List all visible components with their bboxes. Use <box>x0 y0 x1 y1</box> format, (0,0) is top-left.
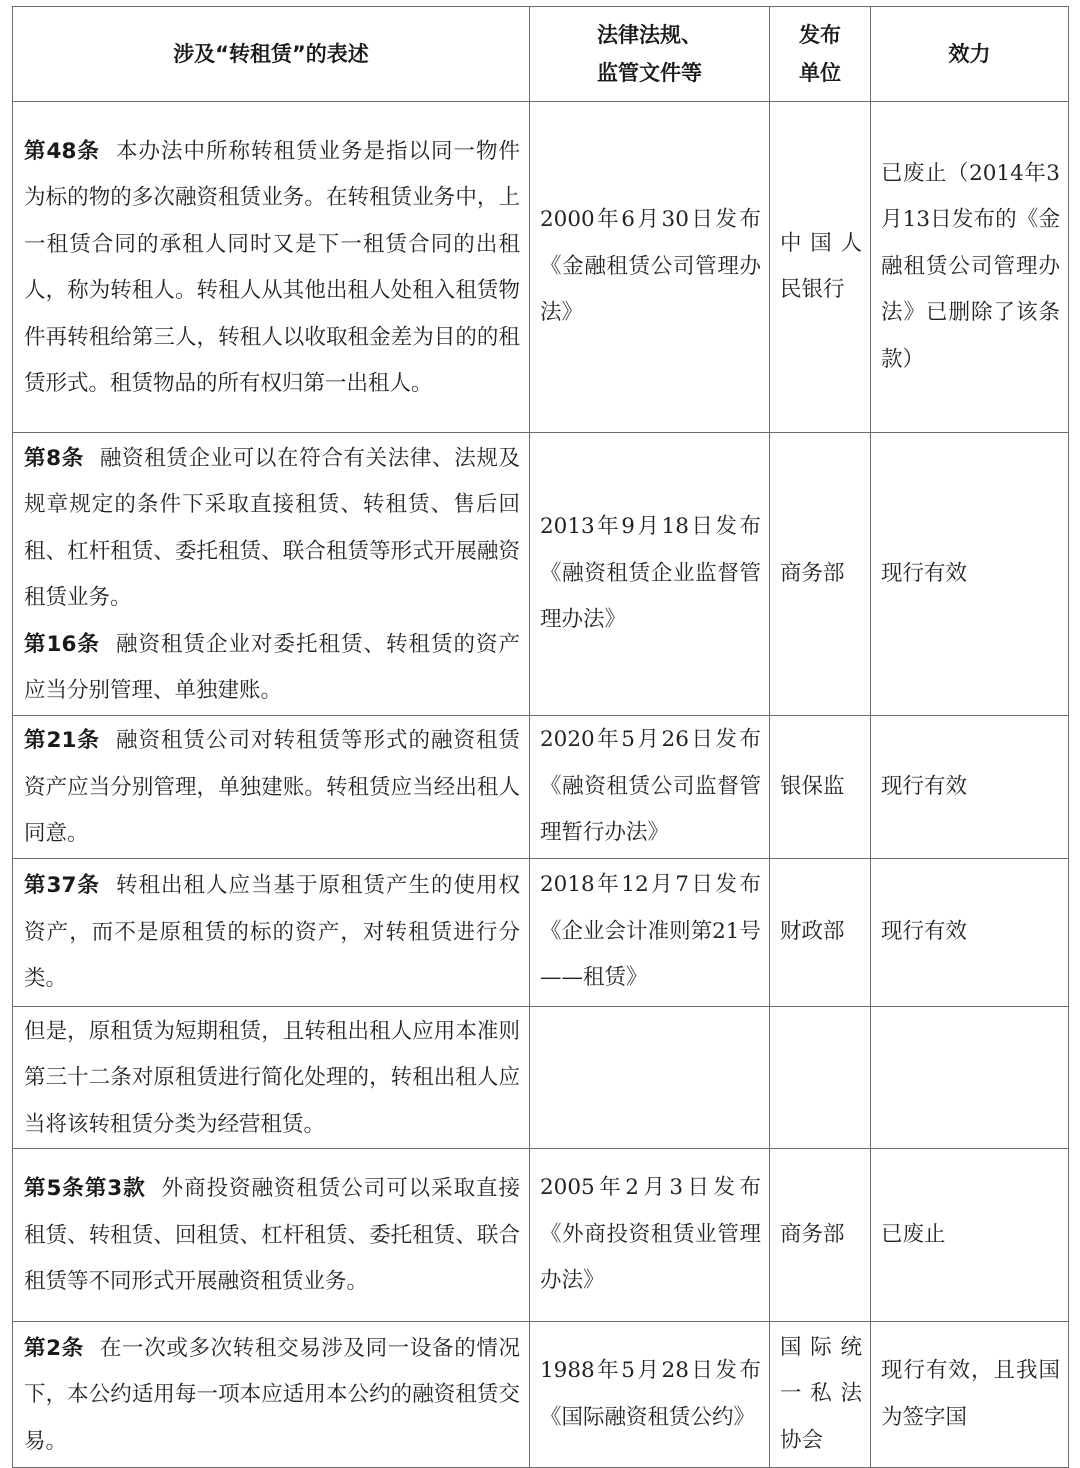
article-number: 第16条 <box>24 631 100 657</box>
header-effect: 效力 <box>871 7 1069 102</box>
table-row <box>13 433 1069 716</box>
description-cell <box>13 716 530 859</box>
publisher-cell: 财政部 <box>770 858 871 1006</box>
publisher-cell: 国际统一私法协会 <box>770 1322 871 1468</box>
effect-cell: 已废止（2014年3月13日发布的《金融租赁公司管理办法》已删除了该条款） <box>871 102 1069 433</box>
table-row <box>13 858 1069 1006</box>
source-cell: 2018年12月7日发布《企业会计准则第21号——租赁》 <box>530 858 770 1006</box>
table-header-row <box>13 7 1069 102</box>
publisher-cell: 中国人民银行 <box>770 102 871 433</box>
article-text: 外商投资融资租赁公司可以采取直接租赁、转租赁、回租赁、杠杆租赁、委托租赁、联合租赁等不同形式开展融资租赁业务。 <box>24 1176 520 1295</box>
article-text: 在一次或多次转租交易涉及同一设备的情况下，本公约适用每一项本应适用本公约的融资租赁交易。 <box>24 1335 520 1454</box>
source-cell: 2005年2月3日发布《外商投资租赁业管理办法》 <box>530 1149 770 1322</box>
effect-cell: 现行有效 <box>871 716 1069 859</box>
article-text: 融资租赁企业对委托租赁、转租赁的资产应当分别管理、单独建账。 <box>24 631 520 703</box>
description-cell <box>13 1149 530 1322</box>
source-cell: 2000年6月30日发布《金融租赁公司管理办法》 <box>530 102 770 433</box>
header-publisher: 发布 单位 <box>770 7 871 102</box>
publisher-cell: 银保监 <box>770 716 871 859</box>
article-number: 第5条第3款 <box>24 1176 146 1202</box>
source-cell: 1988年5月28日发布《国际融资租赁公约》 <box>530 1322 770 1468</box>
description-cell <box>13 1006 530 1149</box>
description-cell <box>13 858 530 1006</box>
effect-cell: 现行有效，且我国为签字国 <box>871 1322 1069 1468</box>
article-number: 第48条 <box>24 138 100 164</box>
table-row <box>13 1006 1069 1149</box>
table-row <box>13 1322 1069 1468</box>
effect-cell: 现行有效 <box>871 433 1069 716</box>
description-cell <box>13 1322 530 1468</box>
header-source: 法律法规、 监管文件等 <box>530 7 770 102</box>
effect-cell: 现行有效 <box>871 858 1069 1006</box>
table-row <box>13 1149 1069 1322</box>
publisher-cell: 商务部 <box>770 433 871 716</box>
description-cell <box>13 433 530 716</box>
source-cell: 2013年9月18日发布《融资租赁企业监督管理办法》 <box>530 433 770 716</box>
table-row <box>13 716 1069 859</box>
article-number: 第8条 <box>24 445 84 471</box>
effect-cell: 已废止 <box>871 1149 1069 1322</box>
article-text: 转租出租人应当基于原租赁产生的使用权资产，而不是原租赁的标的资产，对转租赁进行分类。 <box>24 873 520 992</box>
article-number: 第37条 <box>24 873 100 899</box>
article-number: 第21条 <box>24 728 100 753</box>
article-text: 融资租赁企业可以在符合有关法律、法规及规章规定的条件下采取直接租赁、转租赁、售后回租、杠杆租赁、委托租赁、联合租赁等形式开展融资租赁业务。 <box>24 445 520 610</box>
publisher-cell: 商务部 <box>770 1149 871 1322</box>
table-row <box>13 102 1069 433</box>
article-text: 融资租赁公司对转租赁等形式的融资租赁资产应当分别管理，单独建账。转租赁应当经出租人同意。 <box>24 728 520 846</box>
article-number: 第2条 <box>24 1335 84 1361</box>
effect-cell <box>871 1006 1069 1149</box>
publisher-cell <box>770 1006 871 1149</box>
article-text: 本办法中所称转租赁业务是指以同一物件为标的物的多次融资租赁业务。在转租赁业务中，上一租赁合同的承租人同时又是下一租赁合同的出租人，称为转租人。转租人从其他出租人处租入租赁物件再转租给第三人，转租人以收取租金差为目的的租赁形式。租赁物品的所有权归第一出租人。 <box>24 138 520 396</box>
source-cell <box>530 1006 770 1149</box>
regulation-table <box>12 6 1069 1468</box>
description-cell <box>13 102 530 433</box>
header-description: 涉及“转租赁”的表述 <box>13 7 530 102</box>
article-text: 但是，原租赁为短期租赁，且转租出租人应用本准则第三十二条对原租赁进行简化处理的，转租出租人应当将该转租赁分类为经营租赁。 <box>24 1018 520 1137</box>
source-cell: 2020年5月26日发布《融资租赁公司监督管理暂行办法》 <box>530 716 770 859</box>
